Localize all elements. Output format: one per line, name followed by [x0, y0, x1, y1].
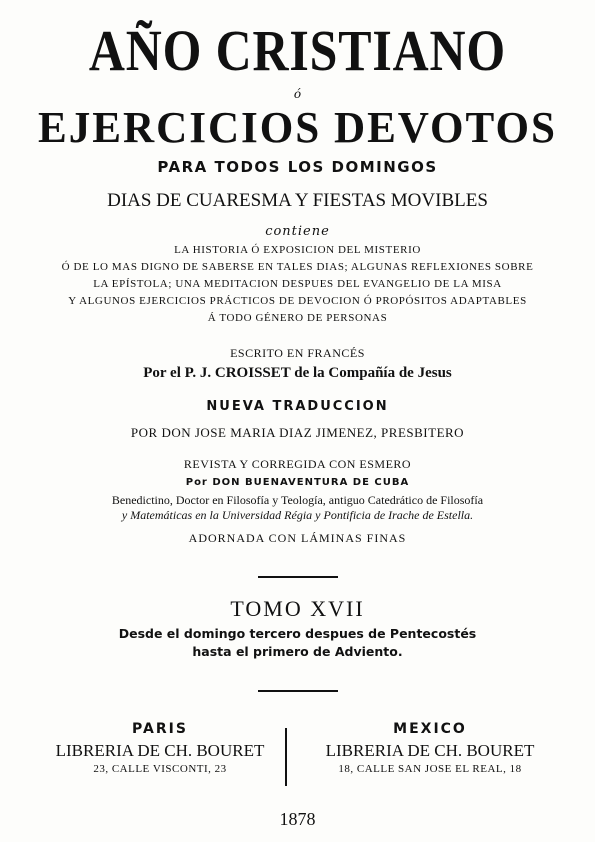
imprint-address: 18, CALLE SAN JOSE EL REAL, 18	[338, 763, 522, 775]
imprint-address: 23, CALLE VISCONTI, 23	[93, 763, 227, 775]
imprint-paris	[30, 722, 290, 775]
subtitle-sundays: PARA TODOS LOS DOMINGOS	[157, 158, 438, 176]
contents-label: contiene	[265, 224, 330, 239]
original-language: ESCRITO EN FRANCÉS	[230, 346, 365, 360]
secondary-title: EJERCICIOS DEVOTOS	[38, 103, 557, 152]
imprint-separator	[285, 728, 287, 786]
imprint-city: PARIS	[132, 721, 188, 737]
volume-number: TOMO XVII	[230, 596, 365, 621]
description-line: Á TODO GÉNERO DE PERSONAS	[207, 312, 388, 324]
imprint-city: MEXICO	[393, 721, 467, 737]
publication-year: 1878	[279, 809, 316, 829]
subtitle-lent: DIAS DE CUARESMA Y FIESTAS MOVIBLES	[107, 190, 488, 211]
reviser-credentials: y Matemáticas en la Universidad Régia y Pontificia de Irache de Estella.	[121, 508, 474, 522]
translation-heading: NUEVA TRADUCCION	[206, 399, 389, 414]
main-title: AÑO CRISTIANO	[88, 18, 507, 83]
imprint-mexico	[300, 722, 560, 775]
divider-rule	[258, 576, 338, 578]
author-line: Por el P. J. CROISSET de la Compañía de Jesus	[143, 365, 452, 381]
imprint-publisher: LIBRERIA DE CH. BOURET	[325, 741, 535, 760]
reviser-credentials: Benedictino, Doctor en Filosofía y Teología, antiguo Catedrático de Filosofía	[111, 493, 484, 507]
description-line: LA HISTORIA Ó EXPOSICION DEL MISTERIO	[174, 244, 421, 256]
plates-note: ADORNADA CON LÁMINAS FINAS	[188, 531, 407, 545]
title-connector: ó	[293, 87, 302, 101]
description-line: Ó DE LO MAS DIGNO DE SABERSE EN TALES DIAS; ALGUNAS REFLEXIONES SOBRE	[61, 261, 534, 273]
divider-rule	[258, 690, 338, 692]
revision-line: REVISTA Y CORREGIDA CON ESMERO	[183, 457, 412, 471]
volume-range: Desde el domingo tercero despues de Pentecostés	[118, 626, 477, 641]
reviser-name: Por DON BUENAVENTURA DE CUBA	[185, 477, 410, 488]
imprint-publisher: LIBRERIA DE CH. BOURET	[55, 741, 265, 760]
volume-range: hasta el primero de Adviento.	[192, 644, 403, 659]
description-line: LA EPÍSTOLA; UNA MEDITACION DESPUES DEL EVANGELIO DE LA MISA	[93, 278, 502, 290]
translator-line: POR DON JOSE MARIA DIAZ JIMENEZ, PRESBITERO	[130, 425, 465, 440]
description-line: Y ALGUNOS EJERCICIOS PRÁCTICOS DE DEVOCION Ó PROPÓSITOS ADAPTABLES	[68, 295, 527, 307]
